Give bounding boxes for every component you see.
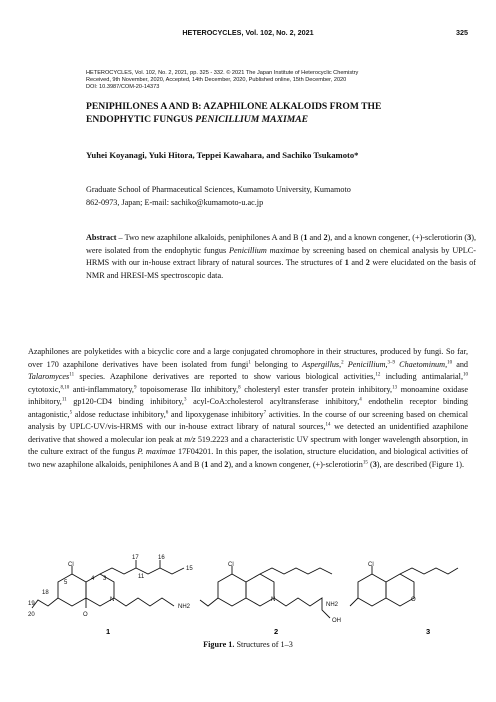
ring-a [358, 574, 386, 606]
ring-a [218, 574, 246, 606]
abstract-text: by screening based on chemical analysis by UPLC-HRMS with our in-house extract library of natural sources. The structures of [86, 245, 476, 268]
ring-a [58, 574, 86, 606]
caption-text: Structures of 1–3 [234, 640, 293, 649]
body-text: belonging to [250, 359, 303, 369]
reference-marker[interactable]: 7 [263, 410, 267, 415]
reference-marker[interactable]: 14 [325, 422, 331, 428]
body-text: we detected an unidentified azaphilone derivative that showed a molecular ion peak at [28, 422, 468, 444]
genus-name: Aspergillus [302, 359, 340, 369]
body-text: gp120-CD4 binding inhibitory, [66, 397, 184, 407]
atom-label: 5 [64, 580, 68, 586]
mz-symbol: m/z [184, 434, 196, 444]
reference-marker[interactable]: 11 [61, 397, 67, 403]
body-text: aldose reductase inhibitory, [72, 409, 166, 419]
affiliation-line-2: 862-0973, Japan; E-mail: sachiko@kumamoto-u.ac.jp [86, 197, 264, 207]
compound-ref: 3 [467, 233, 472, 242]
abstract-text: and [307, 233, 324, 242]
genus-name: Talaromyces [28, 372, 70, 382]
body-text: anti-inflammatory, [69, 384, 134, 394]
body-text: cholesteryl ester transfer protein inhibitory, [240, 384, 393, 394]
compound-number: 3 [426, 627, 431, 636]
structure-3-drawing [350, 566, 458, 606]
genus-name: Penicillium [347, 359, 386, 369]
acetoxy [200, 598, 218, 606]
body-text: 17F04201. In this paper, the isolation, structure elucidation, and biological activities of two new azaphilone alkaloids, peniphilones A and B ( [28, 447, 468, 469]
body-text: ( [367, 459, 373, 469]
atom-label: 19 [28, 601, 35, 607]
compound-ref: 2 [365, 258, 370, 268]
compound-number: 2 [274, 627, 279, 636]
reference-marker[interactable]: 1 [248, 359, 251, 365]
compound-ref: 1 [344, 258, 349, 268]
affiliation [86, 184, 476, 209]
body-text: endothelin receptor binding antagonistic, [28, 397, 468, 419]
paper-title [86, 100, 476, 126]
structure-1-drawing [32, 560, 184, 608]
reference-marker[interactable]: 6 [165, 410, 169, 415]
reference-marker[interactable]: 5 [69, 410, 73, 415]
figure-caption [0, 640, 496, 649]
side-chain [260, 568, 332, 574]
body-text: including antimalarial, [380, 372, 463, 382]
reference-marker[interactable]: 8 [238, 384, 241, 390]
citation-line: HETEROCYCLES, Vol. 102, No. 2, 2021, pp. 325 - 332. © 2021 The Japan Institute of Heterocyclic Chemistry [86, 70, 359, 76]
reference-marker[interactable]: 8,10 [60, 384, 70, 390]
compound-ref: 1 [204, 459, 209, 469]
atom-label: N [110, 597, 115, 603]
acetoxy [350, 598, 358, 606]
ring-b [246, 574, 274, 606]
abstract-text: were elucidated on the basis of NMR and HRESI-MS spectroscopic data. [86, 258, 476, 280]
compound-ref: 3 [372, 459, 377, 469]
atom-label: Cl [228, 562, 234, 568]
compound-ref: 2 [323, 233, 328, 242]
atom-label: 18 [42, 590, 49, 596]
figure-1-structures [28, 555, 468, 638]
reference-marker[interactable]: 10 [447, 359, 453, 365]
reference-marker[interactable]: 15 [362, 460, 368, 466]
compound-number: 1 [106, 627, 111, 636]
body-text: and [208, 459, 225, 469]
body-text: activities. In the course of our screening based on chemical analysis by UPLC-UV/vis-HRMS with our in-house extract library of natural sources, [28, 409, 468, 432]
abstract-text: – Two new azaphilone alkaloids, peniphilones A and B ( [116, 233, 304, 242]
atom-label: 3 [103, 576, 107, 582]
affiliation-line-1: Graduate School of Pharmaceutical Sciences, Kumamoto University, Kumamoto [86, 185, 351, 194]
body-text: cytotoxic, [28, 384, 61, 394]
page-number: 325 [456, 28, 468, 37]
species-name: Penicillium maximae [228, 245, 300, 255]
title-line-2 [86, 113, 476, 126]
author-list: Yuhei Koyanagi, Yuki Hitora, Teppei Kawahara, and Sachiko Tsukamoto* [86, 150, 359, 160]
title-line-2-text: ENDOPHYTIC FUNGUS [86, 114, 196, 125]
ring-b [386, 574, 414, 606]
body-text: and [452, 359, 469, 369]
atom-label: 17 [132, 555, 139, 561]
body-text: Azaphilones are polyketides with a bicyclic core and a large conjugated chromophore in their structures, produced by fungi. So far, over 170 azaphilone derivatives have been isolated from fungi [28, 347, 468, 369]
reference-marker[interactable]: 4 [359, 397, 362, 403]
acetoxy [32, 598, 58, 608]
atom-label: 11 [138, 574, 145, 580]
reference-marker[interactable]: 9 [133, 384, 137, 390]
atom-label: Cl [68, 562, 74, 568]
atom-label: Cl [368, 562, 374, 568]
reference-marker[interactable]: 12 [375, 372, 381, 378]
abstract [86, 232, 476, 282]
body-text: monoamine oxidase inhibitory, [28, 384, 468, 407]
reference-marker[interactable]: 3–9 [387, 359, 396, 365]
atom-label: OH [332, 618, 341, 624]
title-species: PENICILLIUM MAXIMAE [195, 114, 309, 125]
journal-name: HETEROCYCLES, Vol. 102, No. 2, 2021 [182, 28, 314, 37]
body-paragraph: Azaphilones are polyketides with a bicyclic core and a large conjugated chromophore in their structures, produced by fungi. So far, over 170 azaphilone derivatives have been isolated from fungi$^1$ belonging to Aspergillus,$^2$ Penicillium,$^{3-9}$ Chaetominum,$^{10}$ and Talaromyces$^{11}$ species. Azaphilone derivatives are reported to show various biological activities,$^{12}$ including antimalarial,$^{10}$ cytotoxic,$^{8,10}$ anti-inflammatory,$^9$ topoisomerase IIα inhibitory,$^8$ cholesteryl ester transfer protein inhibitory,$^{13}$ monoamine oxidase inhibitory,$^{11}$ gp120-CD4 binding inhibitory,$^3$ acyl-CoA:cholesterol acyltransferase inhibitory,$^4$ endothelin receptor binding antagonistic,$^5$ aldose reductase inhibitory,$^6$ and lipoxygenase inhibitory$^7$ activities. In the course of our screening based on chemical analysis by UPLC-UV/vis-HRMS with our in-house extract library of natural sources,$^{14}$ we detected an unidentified azaphilone derivative that showed a molecular ion peak at m/z 519.2223 and a characteristic UV spectrum with longer wavelength absorption, in the culture extract of the fungus P. maximae 17F04201. In this paper, the isolation, structure elucidation, and biological activities of two new azaphilone alkaloids, peniphilones A and B (1 and 2), and a known congener, (+)-sclerotiorin$^{15}$ (3), are described (Figure 1). [28, 347, 469, 469]
atom-label: 4 [91, 576, 95, 582]
structure-2-drawing [200, 566, 332, 618]
body-text: 519.2223 and a characteristic UV spectrum with longer wavelength absorption, in the culture extract of the fungus [28, 434, 468, 457]
atom-label: NH2 [178, 604, 191, 610]
atom-label: 20 [28, 612, 35, 618]
body-text: topoisomerase IIα inhibitory, [136, 384, 239, 394]
genus-name: Chaetominum [399, 359, 446, 369]
abstract-text: and [348, 258, 366, 268]
reference-marker[interactable]: 13 [392, 384, 398, 390]
reference-marker[interactable]: 11 [69, 372, 75, 378]
side-chain [400, 568, 458, 574]
abstract-text: ), were isolated from the endophytic fungus [86, 233, 476, 255]
reference-marker[interactable]: 3 [183, 397, 187, 403]
abstract-label: Abstract [86, 233, 117, 242]
atom-label: O [83, 612, 88, 618]
article-metadata [86, 70, 476, 91]
atom-label: N [271, 597, 276, 603]
amino-chain [114, 598, 174, 606]
atom-label: 15 [186, 566, 193, 572]
caption-label: Figure 1. [203, 640, 235, 649]
abstract-text: ), and a known congener, (+)-sclerotiorin ( [327, 233, 468, 242]
amino-acid-chain [274, 598, 330, 618]
species-name: P. maximae [137, 447, 176, 457]
compound-ref: 2 [224, 459, 229, 469]
atom-label: O [411, 597, 416, 603]
body-text: and lipoxygenase inhibitory [168, 409, 264, 419]
reference-marker[interactable]: 2 [341, 359, 344, 365]
atom-label: NH2 [326, 602, 339, 608]
atom-label: 16 [158, 555, 165, 561]
title-line-1: PENIPHILONES A AND B: AZAPHILONE ALKALOIDS FROM THE [86, 101, 382, 112]
compound-ref: 1 [303, 233, 308, 242]
body-text: species. Azaphilone derivatives are reported to show various biological activities, [74, 372, 376, 382]
body-text: ), are described (Figure 1). [376, 459, 465, 469]
reference-marker[interactable]: 10 [463, 372, 468, 378]
body-text: ), and a known congener, (+)-sclerotiorin [228, 459, 363, 469]
body-text: acyl-CoA:cholesterol acyltransferase inhibitory, [186, 397, 360, 407]
dates-line: Received, 9th November, 2020, Accepted, 14th December, 2020, Published online, 15th December, 2020 [86, 77, 347, 83]
doi-line[interactable]: DOI: 10.3987/COM-20-14373 [86, 84, 160, 90]
